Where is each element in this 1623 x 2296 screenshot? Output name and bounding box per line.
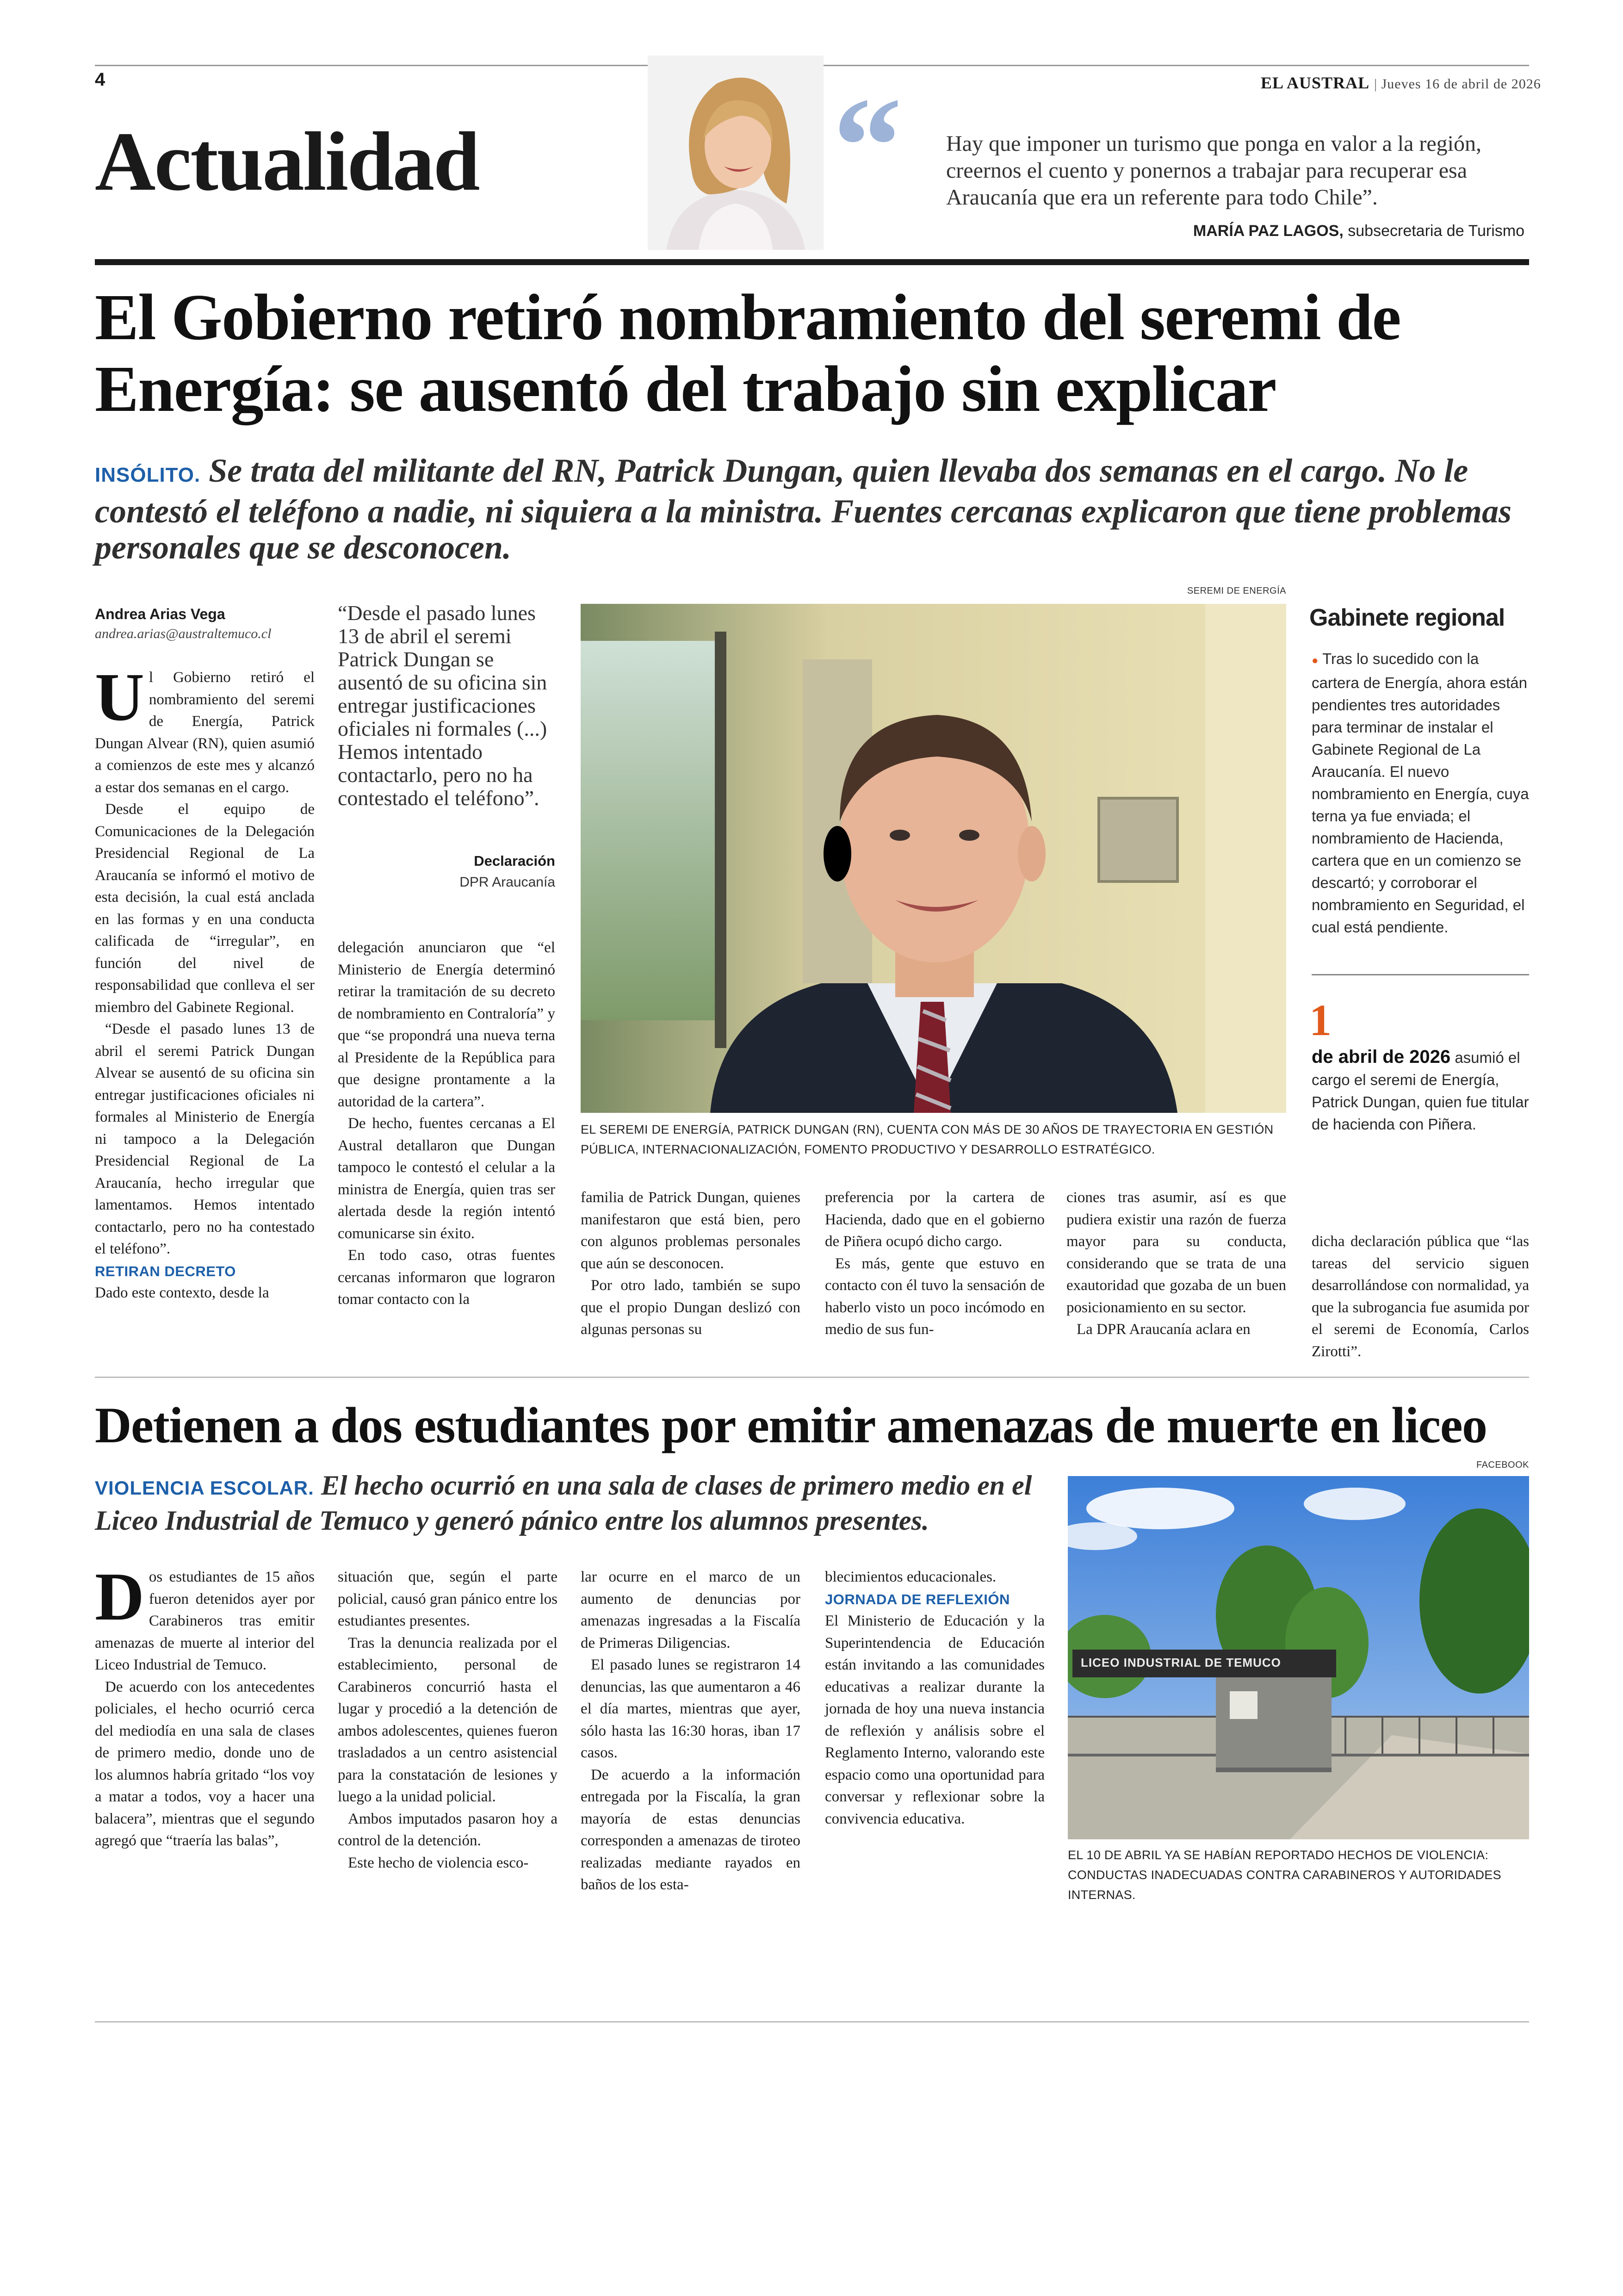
sidebar-box: [1312, 648, 1529, 938]
article1-photo-seremi: [581, 604, 1286, 1113]
liceo-sign: LICEO INDUSTRIAL DE TEMUCO: [1081, 1656, 1281, 1669]
article2-photo-caption: EL 10 DE ABRIL YA SE HABÍAN REPORTADO HECHOS DE VIOLENCIA: CONDUCTAS INADECUADAS CONTRA CARABINEROS Y AUTORIDADES INTERNAS.: [1068, 1848, 1501, 1902]
article1-col2-p1: delegación anunciaron que “el Ministerio de Energía determinó retirar la tramitación de su decreto de nombramiento en Contraloría” y que “se propondrá una nueva terna al Presidente de la República para que designe prontamente a la autoridad de la cartera”.: [338, 939, 555, 1110]
quote-author-name: MARÍA PAZ LAGOS,: [1193, 222, 1344, 240]
portrait-illustration: [648, 56, 824, 250]
article2-kicker: VIOLENCIA ESCOLAR.: [95, 1477, 314, 1499]
article1-col5-p2: La DPR Araucanía aclara en: [1077, 1321, 1251, 1338]
article2-dropcap: D: [95, 1559, 144, 1635]
article1-col4-p1: preferencia por la cartera de Hacienda, dado que en el gobierno de Piñera ocupó dicho cargo.: [825, 1189, 1045, 1250]
article1-col1-p2: Desde el equipo de Comunicaciones de la Delegación Presidencial Regional de La Araucanía se informó el motivo de esta decisión, la cual está anclada en las formas y en una conducta calificada de “irregular”, en función del nivel de responsabilidad que conlleva el ser miembro del Gabinete Regional.: [95, 801, 315, 1016]
article1-col2-p3: En todo caso, otras fuentes cercanas informaron que lograron tomar contacto con la: [338, 1247, 555, 1308]
article1-col1-p3: “Desde el pasado lunes 13 de abril el seremi Patrick Dungan Alvear se ausentó de su oficina sin entregar justificaciones oficiales ni formales al Ministerio de Energía ni tampoco a la Delegación Presidencial Regional de La Araucanía, hecho irregular que lamentamos. Hemos intentado contactarlo, pero no ha contestado el teléfono”.: [95, 1021, 315, 1257]
quote-author-portrait: [648, 56, 824, 250]
article1-subhead-retiran: RETIRAN DECRETO: [95, 1263, 236, 1279]
article2-col2-p4: Este hecho de violencia esco-: [348, 1854, 529, 1871]
article1-column-5: [1066, 1187, 1286, 1341]
quote-mark-icon: “: [833, 69, 902, 223]
article1-col1-p1: l Gobierno retiró el nombramiento del seremi de Energía, Patrick Dungan Alvear (RN), quien asumió a comienzos de este mes y alcanzó a estar dos semanas en el cargo.: [95, 669, 315, 796]
fact-bold-date: de abril de 2026: [1312, 1047, 1451, 1067]
article1-col1-p4: Dado este contexto, desde la: [95, 1285, 269, 1301]
article2-col2-p2: Tras la denuncia realizada por el establecimiento, personal de Carabineros concurrió hasta el lugar y procedió a la detención de ambos adolescentes, quienes fueron trasladados a un centro asistencial para la constatación de lesiones y luego a la unidad policial.: [338, 1634, 558, 1805]
article1-headline: El Gobierno retiró nombramiento del seremi de Energía: se ausentó del trabajo sin explicar: [95, 280, 1401, 425]
section-title: Actualidad: [95, 115, 479, 208]
article2-column-1: [95, 1559, 315, 1852]
article1-column-2: [338, 937, 555, 1311]
header-quote-attribution: [1177, 222, 1524, 240]
article1-column-6: [1312, 1231, 1529, 1363]
article2-col3-p1: lar ocurre en el marco de un aumento de denuncias por amenazas ingresadas a la Fiscalía de Primeras Diligencias.: [581, 1569, 800, 1651]
article1-column-3: [581, 1187, 800, 1341]
article1-pullquote-label: Declaración: [474, 853, 555, 869]
article1-col3-p2: Por otro lado, también se supo que el propio Dungan deslizó con algunas personas su: [581, 1277, 800, 1338]
article2-column-3: [581, 1566, 800, 1896]
article2-col3-p2: El pasado lunes se registraron 14 denuncias, las que aumentaron a 46 el día martes, mientras que ayer, sólo hasta las 16:30 horas, iban 17 casos.: [581, 1657, 800, 1761]
article2-col4-p2: El Ministerio de Educación y la Superintendencia de Educación están invitando a las comunidades educativas a realizar durante la jornada de hoy una nueva instancia de reflexión y análisis sobre el Reglamento Interno, valorando este espacio como una oportunidad para conversar y reflexionar sobre la convivencia educativa.: [825, 1613, 1045, 1827]
page-number: 4: [95, 69, 105, 90]
article1-col4-p2: Es más, gente que estuvo en contacto con él tuvo la sensación de haberlo visto un poco incómodo en medio de sus fun-: [825, 1255, 1045, 1338]
sidebar-bullet-icon: ●: [1312, 654, 1319, 667]
sidebar-text: Tras lo sucedido con la cartera de Energía, ahora están pendientes tres autoridades para terminar de instalar el Gabinete Regional de La Araucanía. El nuevo nombramiento en Energía, cuya terna ya fue enviada; el nombramiento de Hacienda, cartera que en un comienzo se descartó; y corroborar el nombramiento en Seguridad, el cual está pendiente.: [1312, 650, 1529, 936]
article1-author: Andrea Arias Vega: [95, 606, 225, 622]
header-quote-text: Hay que imponer un turismo que ponga en valor a la región, creernos el cuento y ponernos a trabajar para recuperar esa Araucanía que era un referente para todo Chile”.: [946, 131, 1482, 210]
article2-photo-credit: FACEBOOK: [1476, 1460, 1529, 1470]
article1-deck: [95, 453, 1534, 565]
article2-column-4: [825, 1566, 1045, 1830]
article1-dropcap: U: [95, 659, 144, 735]
fact-number: 1: [1309, 995, 1332, 1045]
article2-col1-p2: De acuerdo con los antecedentes policiales, el hecho ocurrió cerca del mediodía en una sala de clases de primero medio, donde uno de los alumnos habría gritado “los voy a matar a todos, voy a hacer una balacera”, mientras que el segundo agregó que “traería las balas”,: [95, 1678, 315, 1849]
article1-kicker: INSÓLITO.: [95, 464, 201, 486]
article2-headline: Detienen a dos estudiantes por emitir amenazas de muerte en liceo: [95, 1397, 1487, 1453]
masthead: EL AUSTRAL | Jueves 16 de abril de 2026: [1261, 74, 1541, 92]
issue-date: Jueves 16 de abril de 2026: [1381, 76, 1541, 92]
article2-subhead-jornada: JORNADA DE REFLEXIÓN: [825, 1591, 1010, 1607]
article1-author-email: andrea.arias@australtemuco.cl: [95, 626, 272, 641]
article2-col2-p1: situación que, según el parte policial, causó gran pánico entre los estudiantes presentes.: [338, 1569, 558, 1629]
newspaper-name: EL AUSTRAL: [1261, 74, 1370, 92]
article1-col5-p1: ciones tras asumir, así es que pudiera existir una razón de fuerza mayor para su conducta, considerando que se trata de una exautoridad que gozaba de un buen posicionamiento en su sector.: [1066, 1189, 1286, 1316]
article1-col6-p1: dicha declaración pública que “las tareas del servicio siguen desarrollándose con normalidad, ya que la subrogancia fue asumida por el seremi de Economía, Carlos Zirotti”.: [1312, 1233, 1529, 1360]
article1-col3-p1: familia de Patrick Dungan, quienes manifestaron que está bien, pero con algunos problemas personales que aún se desconocen.: [581, 1189, 800, 1272]
sidebar-rule: [1312, 974, 1529, 975]
article1-column-4: [825, 1187, 1045, 1341]
fact-box: [1312, 1046, 1529, 1136]
article1-column-1: [95, 604, 315, 1304]
article2-col4-p1: blecimientos educacionales.: [825, 1569, 997, 1585]
fact-text: asumió el cargo el seremi de Energía, Patrick Dungan, quien fue titular de hacienda con Piñera.: [1312, 1049, 1529, 1133]
article1-deck-text: Se trata del militante del RN, Patrick Dungan, quien llevaba dos semanas en el cargo. No le contestó el teléfono a nadie, ni siquiera a la ministra. Fuentes cercanas explicaron que tiene problemas personales que se desconocen.: [95, 452, 1512, 566]
article2-col3-p3: De acuerdo a la información entregada por la Fiscalía, la gran mayoría de estas denuncias corresponden a amenazas de tiroteo realizadas mediante rayados en baños de los esta-: [581, 1766, 800, 1893]
header-thick-rule: [95, 259, 1529, 265]
article2-deck-text: El hecho ocurrió en una sala de clases de primero medio en el Liceo Industrial de Temuco y generó pánico entre los alumnos presentes.: [95, 1470, 1032, 1536]
article1-pullquote: “Desde el pasado lunes 13 de abril el seremi Patrick Dungan se ausentó de su oficina sin entregar justificaciones oficiales ni formales (...) Hemos intentado contactarlo, pero no ha contestado el teléfono”.: [338, 601, 547, 810]
article2-photo-liceo: [1068, 1476, 1529, 1839]
article2-col2-p3: Ambos imputados pasaron hoy a control de la detención.: [338, 1810, 558, 1849]
bottom-rule: [95, 2021, 1529, 2023]
article2-column-2: [338, 1566, 558, 1874]
article1-photo-credit: SEREMI DE ENERGÍA: [1187, 586, 1286, 596]
article1-photo-caption: EL SEREMI DE ENERGÍA, PATRICK DUNGAN (RN), CUENTA CON MÁS DE 30 AÑOS DE TRAYECTORIA EN GESTIÓN PÚBLICA, INTERNACIONALIZACIÓN, FOMENTO PRODUCTIVO Y DESARROLLO ESTRATÉGICO.: [581, 1123, 1274, 1156]
article2-col1-p1: os estudiantes de 15 años fueron detenidos ayer por Carabineros tras emitir amenazas de muerte al interior del Liceo Industrial de Temuco.: [95, 1569, 315, 1673]
article-divider: [95, 1377, 1529, 1378]
article1-pullquote-source: DPR Araucanía: [459, 875, 555, 890]
sidebar-title: Gabinete regional: [1309, 604, 1505, 631]
article1-col2-p2: De hecho, fuentes cercanas a El Austral detallaron que Dungan tampoco le contestó el celular a la ministra de Energía, quien tras ser alertada desde la región intentó comunicarse sin éxito.: [338, 1115, 555, 1242]
seremi-portrait-illustration: [581, 604, 1286, 1113]
article2-deck: [95, 1469, 1048, 1537]
quote-author-role: subsecretaria de Turismo: [1348, 222, 1524, 240]
